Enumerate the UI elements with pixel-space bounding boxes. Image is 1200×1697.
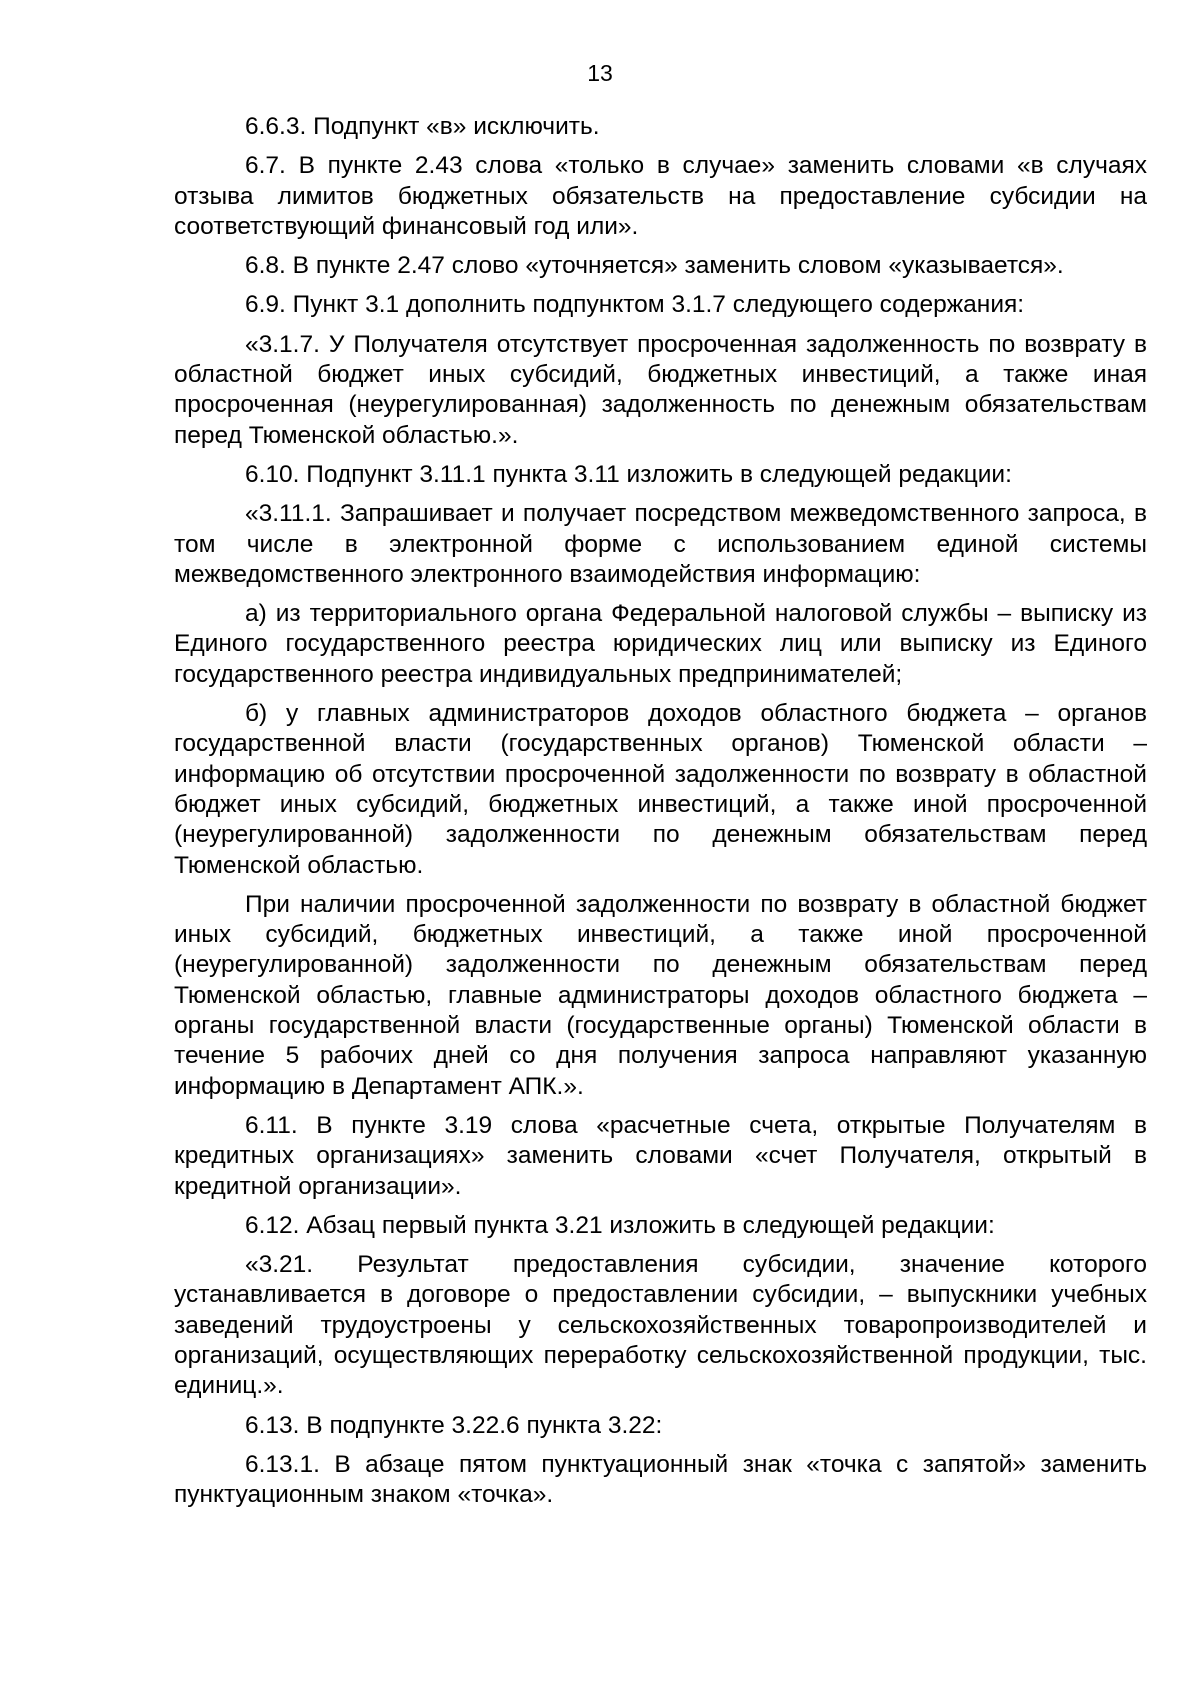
paragraph-6-8: 6.8. В пункте 2.47 слово «уточняется» заменить словом «указывается». xyxy=(245,252,1064,280)
paragraph-6-9: 6.9. Пункт 3.1 дополнить подпунктом 3.1.7 следующего содержания: xyxy=(245,291,1025,319)
paragraph-item-b: б) у главных администраторов доходов областного бюджета – органов государственной власти (государственных органов) Тюменской области – информацию об отсутствии просроченной задолженности по возврату в областной бюджет иных субсидий, бюджетных инвестиций, а также иной просроченной (неурегулированной) задолженности по денежным обязательствам перед Тюменской областью. xyxy=(174,700,1147,879)
paragraph-6-11: 6.11. В пункте 3.19 слова «расчетные счета, открытые Получателям в кредитных организациях» заменить словами «счет Получателя, открытый в кредитной организации». xyxy=(174,1111,1147,1200)
paragraph-3-11-1-quote: «3.11.1. Запрашивает и получает посредством межведомственного запроса, в том числе в электронной форме с использованием единой системы межведомственного электронного взаимодействия информацию: xyxy=(174,500,1147,588)
paragraph-overdue-debt: При наличии просроченной задолженности по возврату в областной бюджет иных субсидий, бюджетных инвестиций, а также иной просроченной (неурегулированной) задолженности по денежным обязательствам перед Тюменской областью, главные администраторы доходов областного бюджета – органы государственной власти (государственные органы) Тюменской области в течение 5 рабочих дней со дня получения запроса направляют указанную информацию в Департамент АПК.». xyxy=(174,890,1147,1100)
paragraph-3-1-7-quote: «3.1.7. У Получателя отсутствует просроченная задолженность по возврату в областной бюджет иных субсидий, бюджетных инвестиций, а также иная просроченная (неурегулированная) задолженность по денежным обязательствам перед Тюменской областью.». xyxy=(174,330,1147,449)
paragraph-6-13: 6.13. В подпункте 3.22.6 пункта 3.22: xyxy=(245,1411,663,1439)
paragraph-6-10: 6.10. Подпункт 3.11.1 пункта 3.11 изложить в следующей редакции: xyxy=(245,460,1012,488)
page-number: 13 xyxy=(587,60,613,86)
paragraph-item-a: а) из территориального органа Федеральной налоговой службы – выписку из Единого государственного реестра юридических лиц или выписку из Единого государственного реестра индивидуальных предпринимателей; xyxy=(174,600,1147,688)
paragraph-6-12: 6.12. Абзац первый пункта 3.21 изложить в следующей редакции: xyxy=(245,1211,995,1239)
paragraph-6-7: 6.7. В пункте 2.43 слова «только в случае» заменить словами «в случаях отзыва лимитов бюджетных обязательств на предоставление субсидии на соответствующий финансовый год или». xyxy=(174,152,1147,240)
document-body xyxy=(174,112,1147,1519)
paragraph-3-21-quote: «3.21. Результат предоставления субсидии, значение которого устанавливается в договоре о предоставлении субсидии, – выпускники учебных заведений трудоустроены у сельскохозяйственных товаропроизводителей и организаций, осуществляющих переработку сельскохозяйственной продукции, тыс. единиц.». xyxy=(174,1251,1147,1400)
paragraph-6-13-1: 6.13.1. В абзаце пятом пунктуационный знак «точка с запятой» заменить пунктуационным знаком «точка». xyxy=(174,1450,1147,1509)
paragraph-6-6-3: 6.6.3. Подпункт «в» исключить. xyxy=(245,113,600,140)
